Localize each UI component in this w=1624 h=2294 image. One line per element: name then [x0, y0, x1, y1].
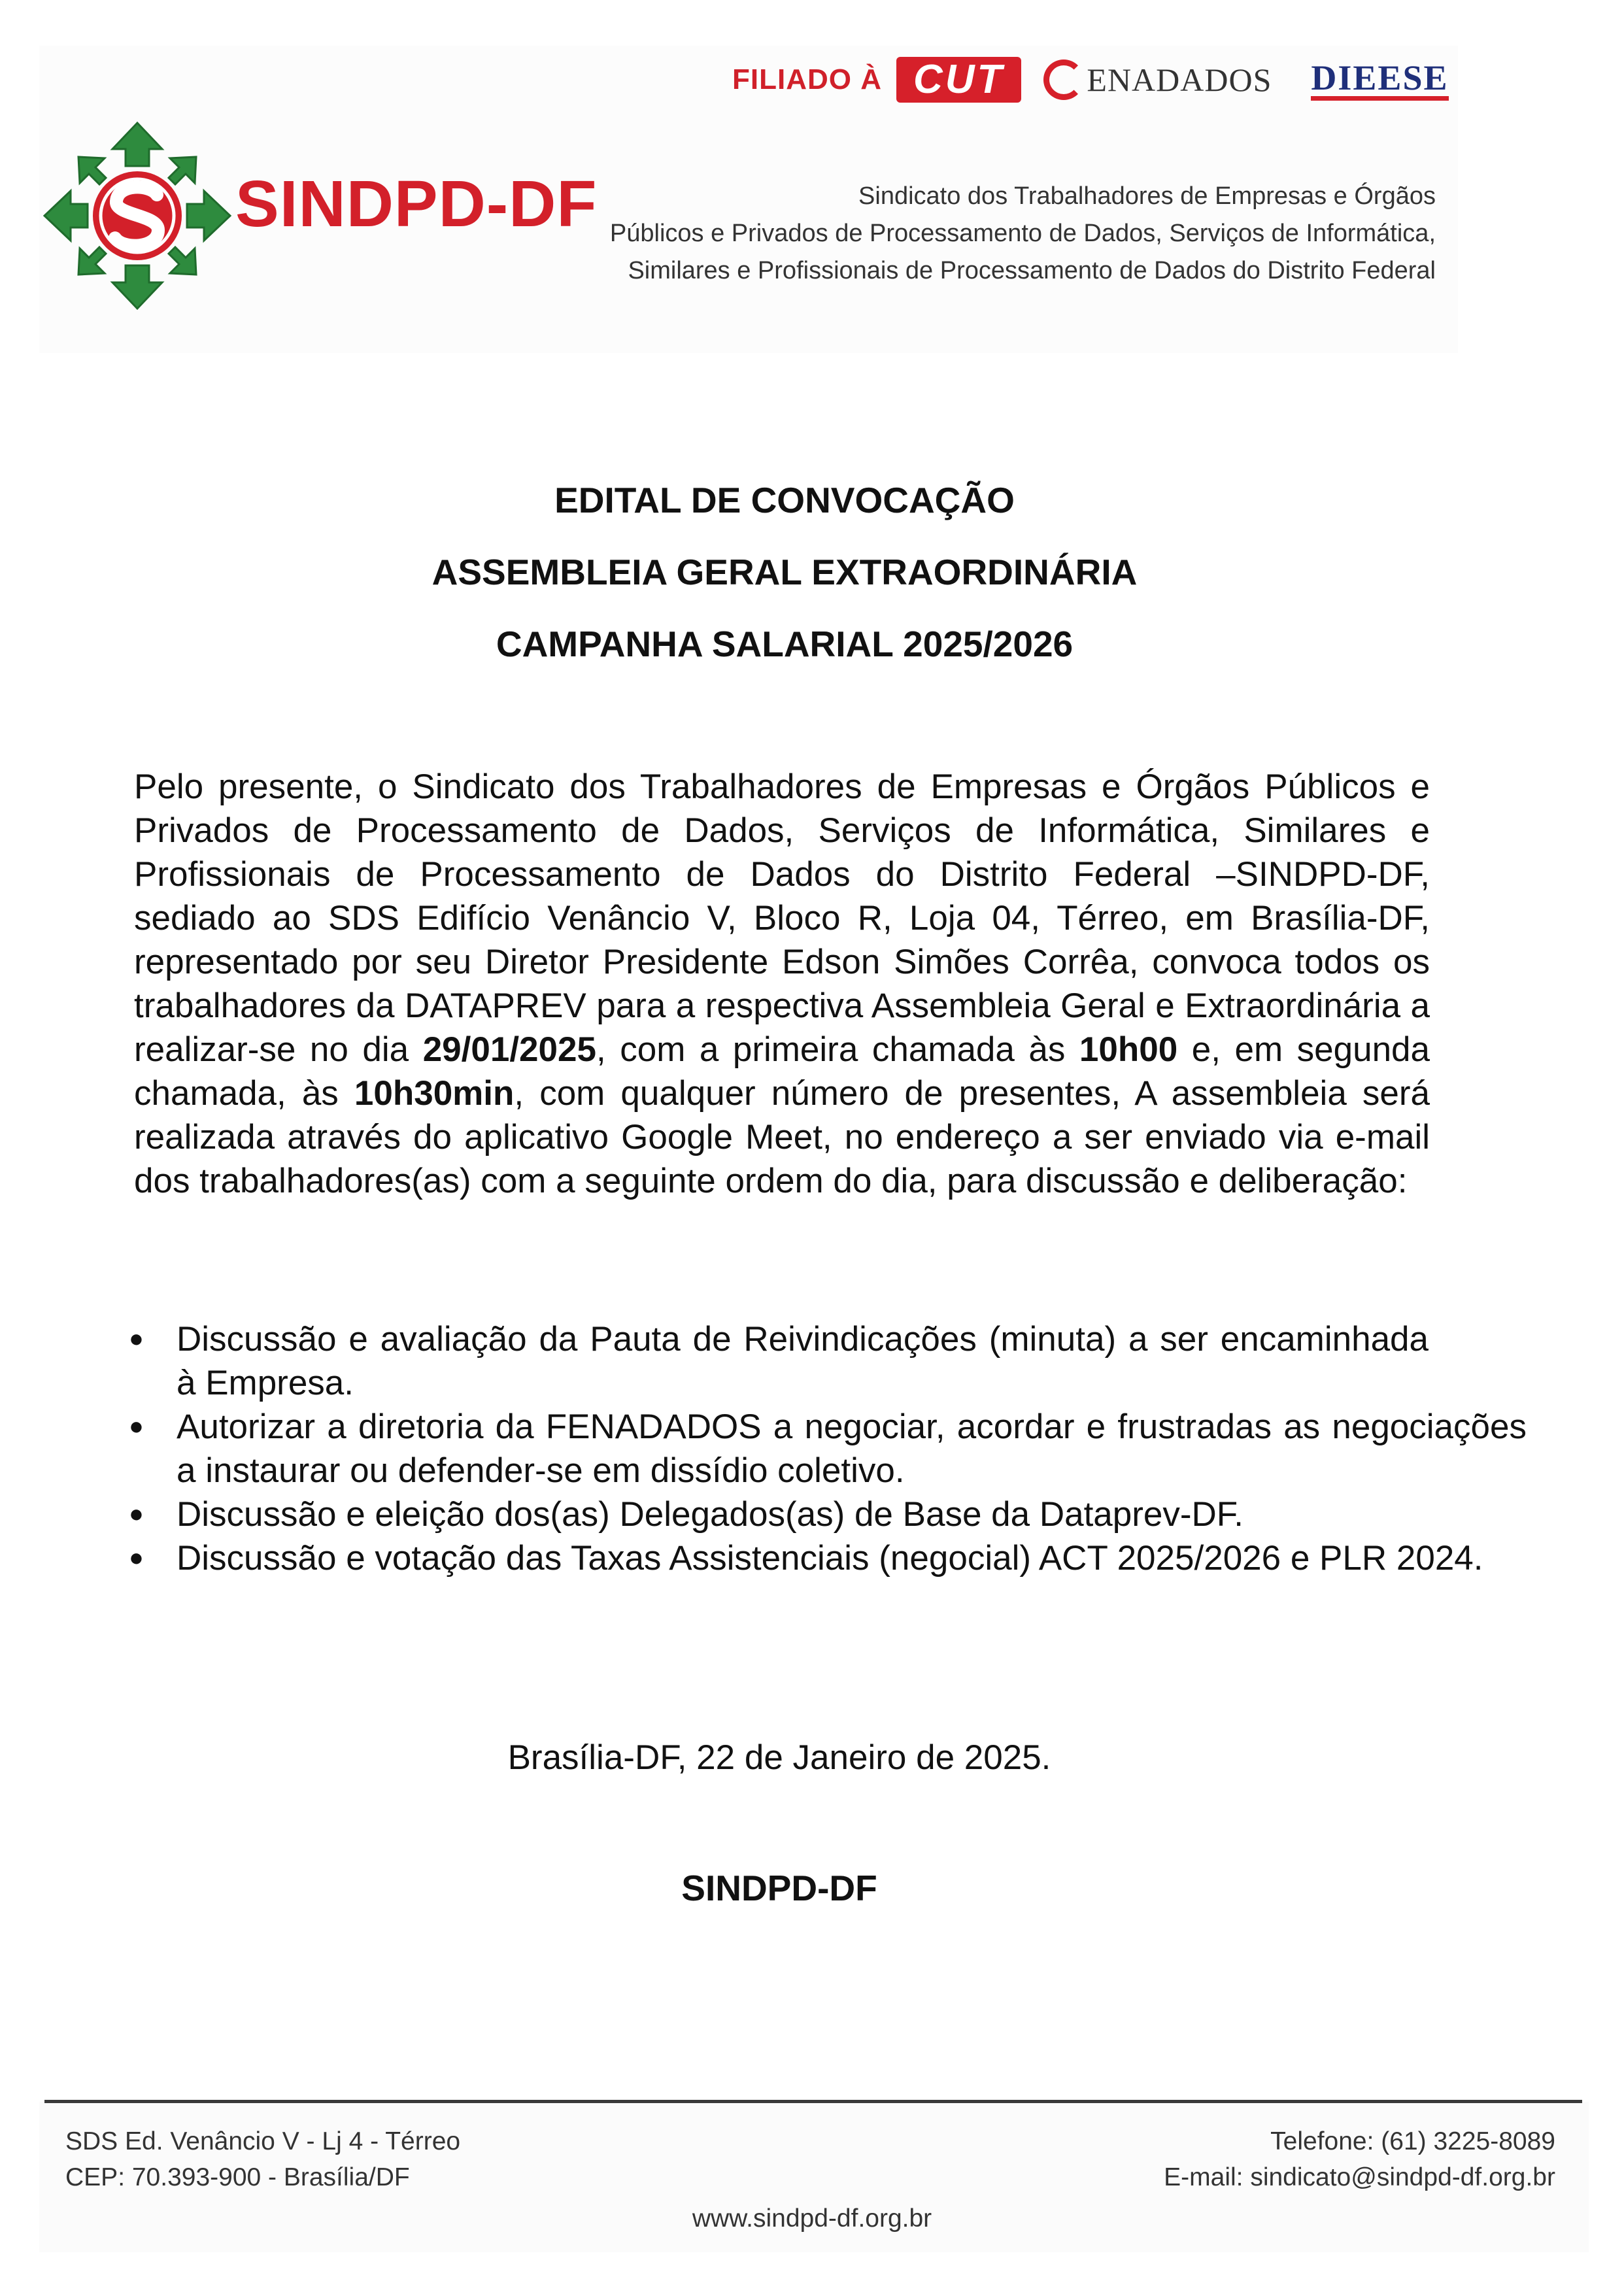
footer-address-line: SDS Ed. Venâncio V - Lj 4 - Térreo — [65, 2127, 461, 2155]
tagline-line: Públicos e Privados de Processamento de Dados, Serviços de Informática, — [609, 220, 1436, 247]
sindpd-logo-icon — [39, 118, 235, 314]
footer-phone: Telefone: (61) 3225-8089 — [1270, 2127, 1555, 2155]
footer-email[interactable]: E-mail: sindicato@sindpd-df.org.br — [1164, 2163, 1555, 2191]
notice-titles — [0, 481, 1569, 696]
body-text-part: Pelo presente, o Sindicato dos Trabalhadores de Empresas e Órgãos Públicos e Privados de Processamento de Dados, Serviços de Informática, Similares e Profissionais de Processamento de Dados do Distrito Federal –SINDPD-DF, sediado ao SDS Edifício Venâncio V, Bloco R, Loja 04, Térreo, em Brasília-DF, representado por seu Diretor Presidente Edson Simões Corrêa, convoca todos os trabalhadores da DATAPREV para a respectiva Assembleia Geral e Extraordinária a realizar-se no dia — [134, 767, 1430, 1069]
affiliation-label: FILIADO À — [732, 63, 882, 95]
assembly-date: 29/01/2025 — [422, 1030, 596, 1069]
agenda-item — [127, 1405, 1527, 1493]
union-tagline — [610, 178, 1436, 290]
bullet-icon: ● — [129, 1500, 144, 1528]
notice-title: EDITAL DE CONVOCAÇÃO — [554, 480, 1015, 520]
agenda-item-text: Discussão e votação das Taxas Assistenciais (negocial) ACT 2025/2026 e PLR 2024. — [177, 1539, 1483, 1577]
signature: SINDPD-DF — [681, 1868, 877, 1908]
tagline-line: Similares e Profissionais de Processamento de Dados do Distrito Federal — [628, 257, 1436, 284]
agenda-item — [127, 1536, 1527, 1580]
fenadados-mark-icon — [1043, 59, 1084, 100]
dieese-logo: DIEESE — [1311, 59, 1448, 101]
affiliation-bar — [732, 54, 1449, 106]
bullet-icon: ● — [129, 1413, 144, 1440]
footer-address-line: CEP: 70.393-900 - Brasília/DF — [65, 2163, 410, 2191]
footer-contact — [1164, 2123, 1555, 2195]
first-call-time: 10h00 — [1079, 1030, 1178, 1069]
bullet-icon: ● — [129, 1325, 144, 1353]
fenadados-logo — [1043, 59, 1272, 100]
notice-subtitle: ASSEMBLEIA GERAL EXTRAORDINÁRIA — [431, 552, 1138, 592]
body-text-part: , com qualquer número de presentes, A assembleia será realizada através do aplicativo Google Meet, no endereço a ser enviado via e-mail dos trabalhadores(as) com a seguinte ordem do dia, para discussão e deliberação: — [134, 1074, 1430, 1200]
agenda-item — [127, 1317, 1429, 1405]
dateline: Brasília-DF, 22 de Janeiro de 2025. — [507, 1738, 1051, 1777]
agenda-item-text: Discussão e eleição dos(as) Delegados(as) de Base da Dataprev-DF. — [177, 1495, 1244, 1534]
agenda-item — [127, 1493, 1527, 1536]
fenadados-logo-text: ENADADOS — [1087, 61, 1272, 98]
agenda-list — [127, 1317, 1527, 1580]
campaign-title: CAMPANHA SALARIAL 2025/2026 — [496, 624, 1074, 664]
footer-address — [65, 2123, 460, 2195]
body-text-part: , com a primeira chamada às — [596, 1030, 1079, 1069]
footer-website[interactable]: www.sindpd-df.org.br — [692, 2204, 932, 2233]
bullet-icon: ● — [129, 1544, 144, 1572]
footer-divider — [44, 2100, 1582, 2103]
cut-logo: CUT — [896, 57, 1021, 103]
notice-body — [134, 765, 1430, 1203]
body-text-part: e, em segunda chamada, às — [134, 1030, 1430, 1113]
agenda-item-text: Autorizar a diretoria da FENADADOS a negociar, acordar e frustradas as negociações a instaurar ou defender-se em dissídio coletivo. — [177, 1408, 1527, 1490]
brand-name: SINDPD-DF — [235, 167, 598, 241]
tagline-line: Sindicato dos Trabalhadores de Empresas e Órgãos — [858, 182, 1436, 210]
second-call-time: 10h30min — [354, 1074, 515, 1113]
agenda-item-text: Discussão e avaliação da Pauta de Reivindicações (minuta) a ser encaminhada à Empresa. — [177, 1320, 1429, 1402]
